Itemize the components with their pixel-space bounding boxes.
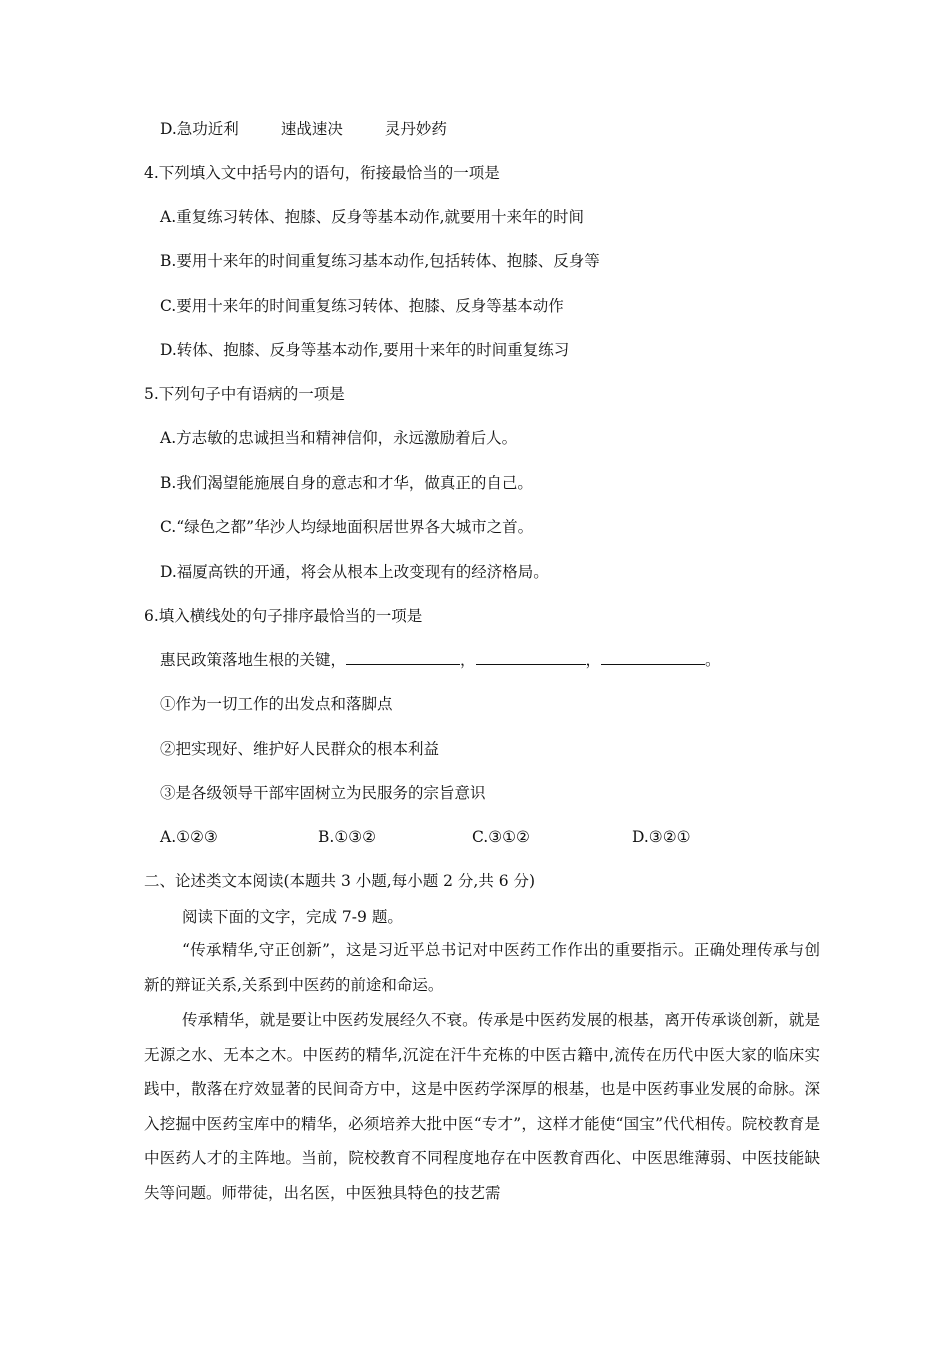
q6-stem: 6.填入横线处的句子排序最恰当的一项是 bbox=[144, 607, 423, 625]
q3-option-d-word3: 灵丹妙药 bbox=[384, 120, 447, 138]
q6-choice-b: B.①③② bbox=[318, 828, 377, 846]
passage-paragraph-2: 传承精华，就是要让中医药发展经久不衰。传承是中医药发展的根基，离开传承谈创新，就是无源之水、无本之木。中医药的精华,沉淀在汗牛充栋的中医古籍中,流传在历代中医大家的临床实践中，散落在疗效显著的民间奇方中，这是中医药学深厚的根基，也是中医药事业发展的命脉。深入挖掘中医药宝库中的精华，必须培养大批中医“专才”，这样才能使“国宝”代代相传。院校教育是中医药人才的主阵地。当前，院校教育不同程度地存在中医教育西化、中医思维薄弱、中医技能缺失等问题。师带徒，出名医，中医独具特色的技艺需 bbox=[144, 1011, 820, 1202]
q6-sentence-start: 惠民政策落地生根的关键， bbox=[160, 651, 347, 669]
q6-comma-1: ， bbox=[460, 651, 476, 669]
q5-option-b: B.我们渴望能施展自身的意志和才华，做真正的自己。 bbox=[160, 474, 533, 492]
q5-option-c: C.“绿色之都”华沙人均绿地面积居世界各大城市之首。 bbox=[160, 518, 534, 536]
q4-stem: 4.下列填入文中括号内的语句，衔接最恰当的一项是 bbox=[144, 164, 500, 182]
q6-blank-2 bbox=[476, 650, 586, 665]
q5-stem: 5.下列句子中有语病的一项是 bbox=[144, 385, 345, 403]
q6-blank-1 bbox=[346, 650, 460, 665]
q5-option-a: A.方志敏的忠诚担当和精神信仰，永远激励着后人。 bbox=[160, 429, 518, 447]
q6-period: 。 bbox=[705, 651, 721, 669]
q6-choice-d: D.③②① bbox=[632, 828, 691, 846]
q4-option-c: C.要用十来年的时间重复练习转体、抱膝、反身等基本动作 bbox=[160, 297, 564, 315]
q6-sentence bbox=[160, 650, 721, 670]
q6-item-2: ②把实现好、维护好人民群众的根本利益 bbox=[160, 740, 440, 758]
q3-option-d bbox=[160, 119, 447, 139]
q6-comma-2: ， bbox=[585, 651, 602, 669]
q3-option-d-word2: 速战速决 bbox=[280, 120, 343, 138]
section2-instruction: 阅读下面的文字，完成 7-9 题。 bbox=[182, 908, 403, 926]
section2-heading: 二、论述类文本阅读(本题共 3 小题,每小题 2 分,共 6 分) bbox=[144, 872, 536, 890]
q6-item-1: ①作为一切工作的出发点和落脚点 bbox=[160, 695, 393, 713]
q6-item-3: ③是各级领导干部牢固树立为民服务的宗旨意识 bbox=[160, 784, 486, 802]
q6-choice-c: C.③①② bbox=[472, 828, 530, 846]
q4-option-a: A.重复练习转体、抱膝、反身等基本动作,就要用十来年的时间 bbox=[160, 208, 585, 226]
q6-choice-a: A.①②③ bbox=[160, 828, 218, 846]
q6-blank-3 bbox=[601, 650, 705, 665]
q5-option-d: D.福厦高铁的开通，将会从根本上改变现有的经济格局。 bbox=[160, 563, 549, 581]
q4-option-d: D.转体、抱膝、反身等基本动作,要用十来年的时间重复练习 bbox=[160, 341, 570, 359]
passage-paragraph-1: “传承精华,守正创新”，这是习近平总书记对中医药工作作出的重要指示。正确处理传承与创新的辩证关系,关系到中医药的前途和命运。 bbox=[144, 941, 820, 994]
q3-option-d-label: D.急功近利 bbox=[160, 120, 239, 138]
q4-option-b: B.要用十来年的时间重复练习基本动作,包括转体、抱膝、反身等 bbox=[160, 252, 600, 270]
